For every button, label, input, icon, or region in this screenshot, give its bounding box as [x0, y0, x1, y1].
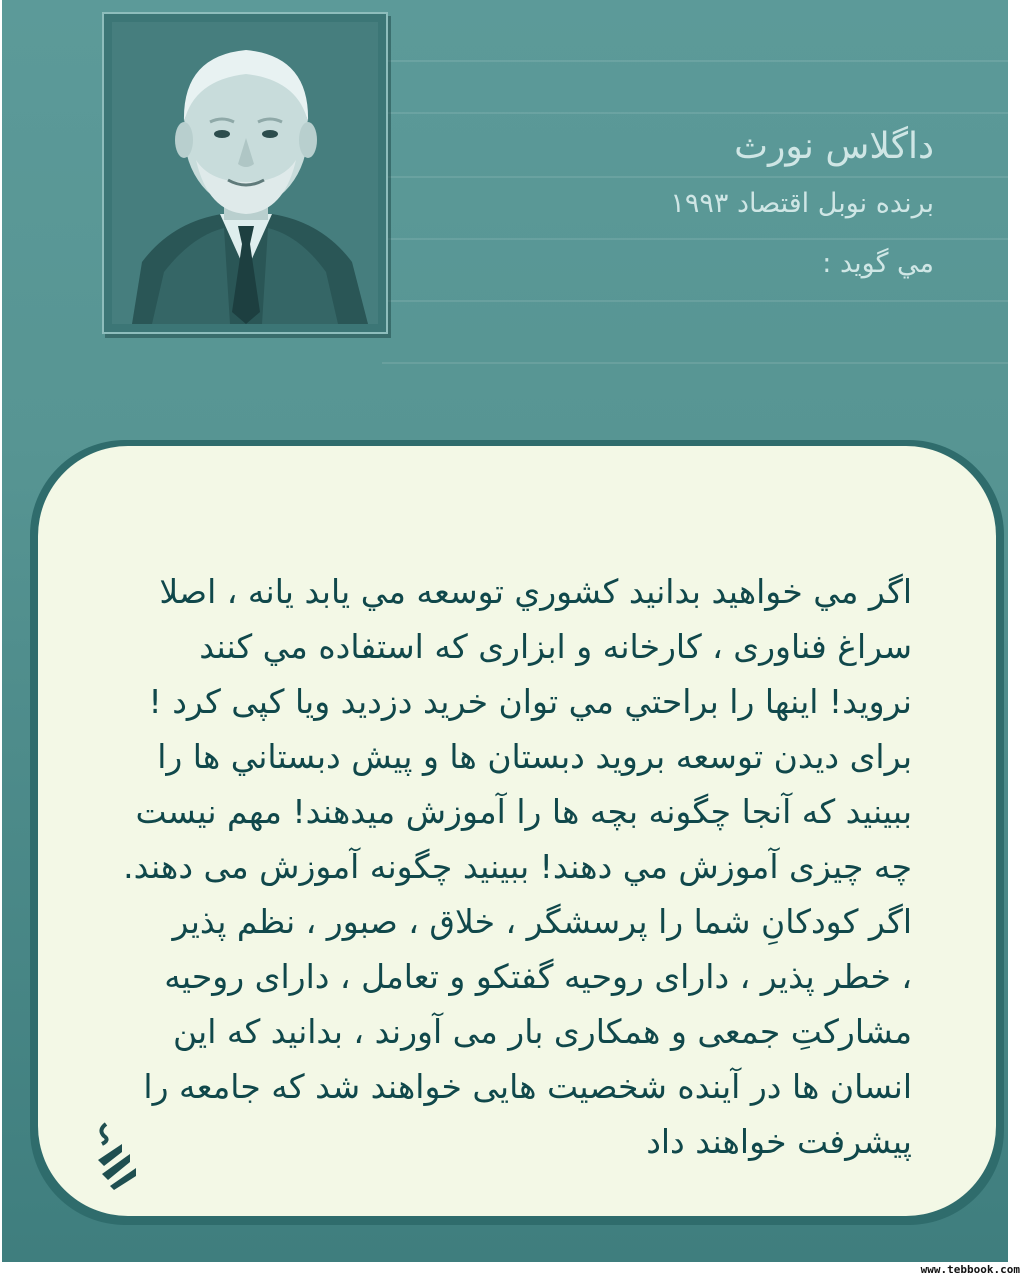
quote-line: انسان ها در آينده شخصيت هايی خواهند شد كه جامعه را	[143, 1067, 912, 1106]
website-watermark: www.tebbook.com	[920, 1263, 1020, 1276]
says-label: مي گويد :	[822, 248, 934, 279]
portrait-photo	[112, 22, 378, 324]
quote-line: برای ديدن توسعه برويد دبستان ها و پيش دبستاني ها را	[157, 737, 912, 776]
award-subtitle: برنده نوبل اقتصاد ۱۹۹۳	[670, 188, 934, 219]
decorative-stripe	[382, 60, 1008, 62]
quote-line: پيشرفت خواهند داد	[646, 1122, 912, 1161]
person-name: داگلاس نورث	[734, 126, 934, 167]
quote-line: چه چيزی آموزش مي دهند! ببينيد چگونه آموزش می دهند.	[123, 847, 912, 886]
portrait-image	[112, 22, 378, 324]
quote-line: اگر مي خواهيد بدانيد كشوري توسعه مي يابد يانه ، اصلا	[159, 572, 912, 611]
quote-line: نرويد! اينها را براحتي مي توان خريد دزديد ويا كپی كرد !	[148, 682, 912, 721]
decorative-stripe	[382, 176, 1008, 178]
decorative-stripe	[382, 238, 1008, 240]
quote-line: ، خطر پذير ، دارای روحيه گفتكو و تعامل ، دارای روحيه	[164, 957, 912, 996]
publisher-logo-icon	[92, 1120, 140, 1192]
decorative-stripe	[382, 300, 1008, 302]
portrait-frame	[102, 12, 388, 334]
decorative-stripe	[382, 112, 1008, 114]
quote-line: سراغ فناوری ، كارخانه و ابزاری كه استفاده مي كنند	[199, 627, 912, 666]
quote-line: مشاركتِ جمعی و همكاری بار می آورند ، بدانيد كه اين	[172, 1012, 912, 1051]
quote-card	[38, 446, 996, 1216]
quote-line: ببينيد كه آنجا چگونه بچه ها را آموزش ميدهند! مهم نيست	[135, 792, 912, 831]
decorative-stripe	[382, 362, 1008, 364]
quote-line: اگر كودكانِ شما را پرسشگر ، خلاق ، صبور ، نظم پذير	[172, 902, 912, 941]
